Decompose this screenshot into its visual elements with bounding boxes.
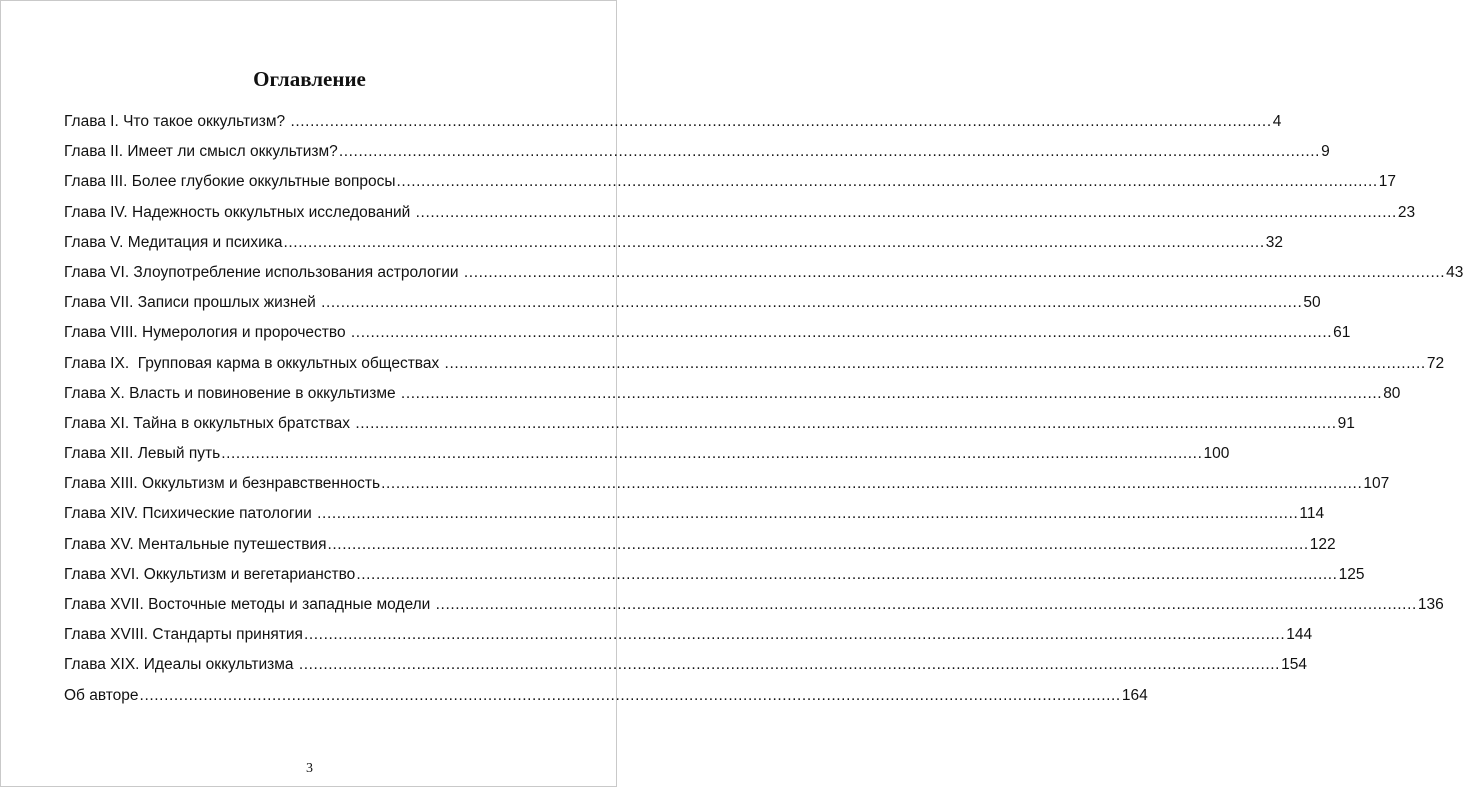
toc-entry-page: 144	[1286, 626, 1313, 644]
toc-entry[interactable]	[64, 445, 1230, 475]
toc-entry-label: Глава VII. Записи прошлых жизней	[64, 294, 321, 312]
toc-entry[interactable]	[64, 354, 1445, 385]
toc-entry-page: 32	[1265, 233, 1283, 251]
toc-entry-page: 17	[1378, 173, 1397, 191]
toc-entry-label: Глава XII. Левый путь	[64, 445, 221, 463]
toc-entry-page: 125	[1338, 565, 1365, 583]
toc-entry[interactable]	[64, 143, 1330, 173]
toc-entry[interactable]	[64, 384, 1401, 415]
toc-entry[interactable]	[64, 475, 1390, 505]
toc-entry[interactable]	[64, 596, 1444, 626]
toc-entry[interactable]	[64, 233, 1283, 264]
toc-entry-label: Об авторе	[64, 686, 139, 704]
toc-entry-label: Глава I. Что такое оккультизм?	[64, 113, 290, 130]
toc-entry-label: Глава IX. Групповая карма в оккультных обществах	[64, 354, 444, 372]
toc-entry[interactable]	[64, 686, 1148, 717]
toc-entry[interactable]	[64, 263, 1463, 294]
toc-entry-label: Глава VIII. Нумерология и пророчество	[64, 324, 350, 342]
toc-entry-page: 50	[1303, 294, 1321, 312]
toc-entry-page: 122	[1309, 535, 1336, 553]
toc-entry-label: Глава X. Власть и повиновение в оккультизме	[64, 384, 400, 402]
toc-entry[interactable]	[64, 294, 1321, 324]
toc-entry[interactable]	[64, 414, 1355, 445]
dot-leader: ........................................................................................................................................................................................................	[321, 294, 1303, 312]
toc-entry-page: 91	[1337, 414, 1355, 432]
toc-entry-page: 107	[1363, 475, 1390, 493]
toc-entry[interactable]	[64, 565, 1365, 596]
toc-entry-page: 80	[1383, 384, 1401, 402]
table-of-contents	[64, 113, 1463, 717]
toc-entry-label: Глава II. Имеет ли смысл оккультизм?	[64, 143, 338, 161]
toc-entry-label: Глава XI. Тайна в оккультных братствах	[64, 414, 355, 432]
toc-entry-label: Глава XVII. Восточные методы и западные модели	[64, 596, 435, 613]
dot-leader: ........................................................................................................................................................................................................	[356, 565, 1338, 583]
toc-entry-page: 9	[1321, 143, 1330, 161]
page-number: 3	[306, 761, 313, 776]
toc-entry-page: 72	[1426, 354, 1445, 372]
dot-leader: ........................................................................................................................................................................................................	[381, 475, 1363, 493]
toc-entry-label: Глава VI. Злоупотребление использования астрологии	[64, 263, 463, 281]
toc-entry-page: 164	[1121, 686, 1148, 704]
dot-leader: ........................................................................................................................................................................................................	[355, 414, 1337, 432]
toc-entry-page: 100	[1203, 445, 1230, 463]
toc-entry-page: 136	[1417, 596, 1444, 613]
toc-entry-label: Глава XIV. Психические патологии	[64, 505, 317, 523]
toc-entry[interactable]	[64, 113, 1282, 143]
dot-leader: ........................................................................................................................................................................................................	[283, 233, 1265, 251]
toc-entry[interactable]	[64, 535, 1336, 566]
toc-entry-page: 61	[1333, 324, 1351, 342]
dot-leader: ........................................................................................................................................................................................................	[290, 113, 1272, 130]
toc-entry-label: Глава IV. Надежность оккультных исследований	[64, 203, 415, 221]
toc-entry[interactable]	[64, 626, 1313, 656]
toc-entry[interactable]	[64, 203, 1416, 234]
dot-leader: ........................................................................................................................................................................................................	[327, 535, 1309, 553]
toc-entry-label: Глава V. Медитация и психика	[64, 233, 283, 251]
dot-leader: ........................................................................................................................................................................................................	[317, 505, 1299, 523]
toc-entry-page: 154	[1281, 656, 1307, 674]
dot-leader: ........................................................................................................................................................................................................	[415, 203, 1397, 221]
page-title: Оглавление	[253, 67, 366, 91]
dot-leader: ........................................................................................................................................................................................................	[303, 626, 1286, 644]
dot-leader: ........................................................................................................................................................................................................	[463, 263, 1446, 281]
toc-entry-label: Глава III. Более глубокие оккультные вопросы	[64, 173, 396, 191]
toc-entry-label: Глава XV. Ментальные путешествия	[64, 535, 327, 553]
dot-leader: ........................................................................................................................................................................................................	[221, 445, 1203, 463]
toc-entry[interactable]	[64, 324, 1351, 354]
toc-entry-label: Глава XIX. Идеалы оккультизма	[64, 656, 298, 674]
dot-leader: ........................................................................................................................................................................................................	[298, 656, 1281, 674]
toc-entry-page: 114	[1299, 505, 1325, 523]
toc-entry-label: Глава XIII. Оккультизм и безнравственность	[64, 475, 381, 493]
dot-leader: ........................................................................................................................................................................................................	[139, 686, 1121, 704]
dot-leader: ........................................................................................................................................................................................................	[396, 173, 1378, 191]
toc-entry[interactable]	[64, 505, 1325, 535]
dot-leader: ........................................................................................................................................................................................................	[444, 354, 1426, 372]
dot-leader: ........................................................................................................................................................................................................	[350, 324, 1333, 342]
toc-entry-page: 4	[1272, 113, 1282, 130]
toc-entry[interactable]	[64, 656, 1307, 686]
toc-entry-label: Глава XVIII. Стандарты принятия	[64, 626, 303, 644]
toc-entry[interactable]	[64, 173, 1397, 203]
dot-leader: ........................................................................................................................................................................................................	[338, 143, 1321, 161]
dot-leader: ........................................................................................................................................................................................................	[435, 596, 1417, 613]
toc-entry-page: 23	[1397, 203, 1416, 221]
toc-entry-label: Глава XVI. Оккультизм и вегетарианство	[64, 565, 356, 583]
dot-leader: ........................................................................................................................................................................................................	[400, 384, 1383, 402]
toc-entry-page: 43	[1446, 263, 1463, 281]
